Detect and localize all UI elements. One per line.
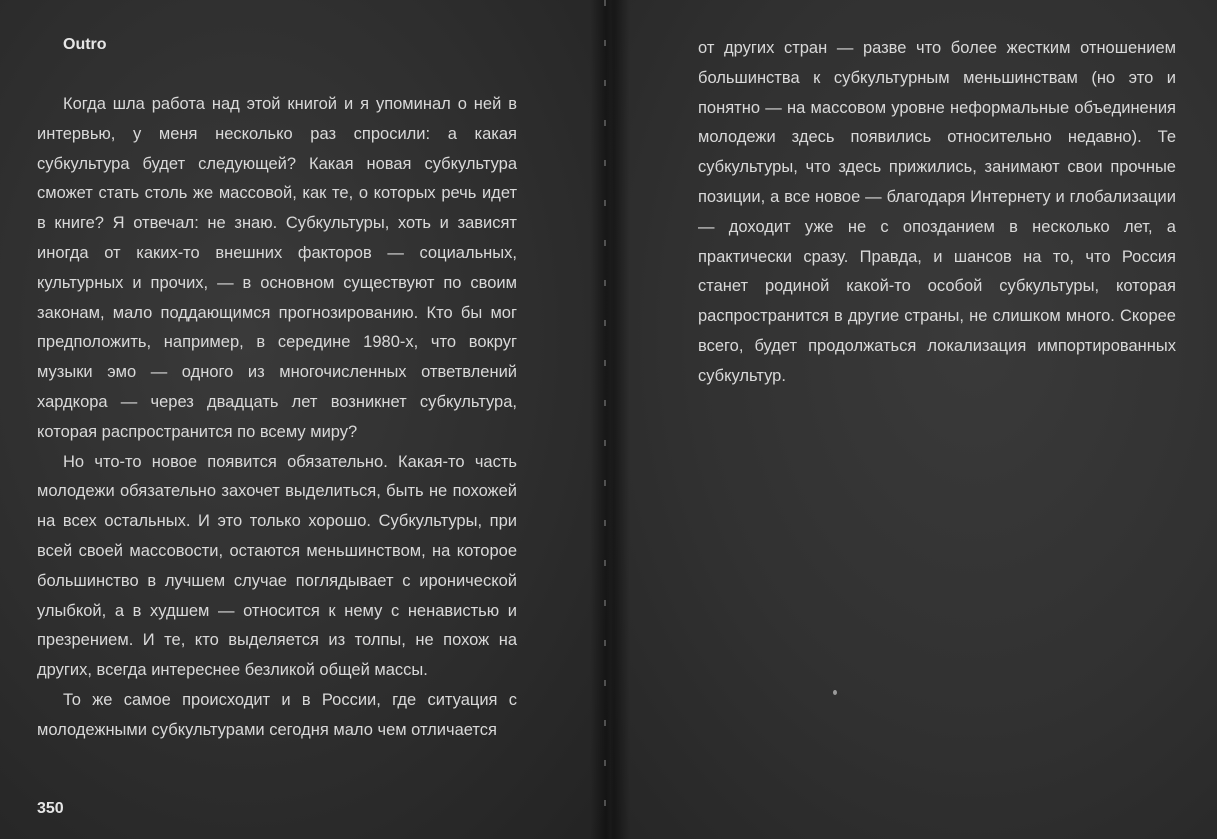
paper-speck [833,690,837,695]
right-text-column [698,34,1176,392]
book-gutter [590,0,630,839]
paragraph: от других стран — разве что более жестким отношением большинства к субкультурным меньшинствам (но это и понятно — на массовом уровне неформальные объединения молодежи здесь появились относительно недавно). Те субкультуры, что здесь прижились, занимают свои прочные позиции, а все новое — благодаря Интернету и глобализации — доходит уже не с опозданием в несколько лет, а практически сразу. Правда, и шансов на то, что Россия станет родиной какой-то особой субкультуры, которая распространится в другие страны, не слишком много. Скорее всего, будет продолжаться локализация импортированных субкультур. [698,39,1176,385]
running-head: Outro [63,36,107,53]
paragraph: Но что-то новое появится обязательно. Какая-то часть молодежи обязательно захочет выделиться, быть не похожей на всех остальных. И это только хорошо. Субкультуры, при всей своей массовости, остаются меньшинством, на которое большинство в лучшем случае поглядывает с иронической улыбкой, а в худшем — относится к нему с ненавистью и презрением. И те, кто выделяется из толпы, не похож на других, всегда интереснее безликой общей массы. [37,452,517,680]
left-text-column [37,90,517,746]
paragraph: То же самое происходит и в России, где ситуация с молодежными субкультурами сегодня мало чем отличается [37,690,517,739]
page-number: 350 [37,800,64,817]
paragraph: Когда шла работа над этой книгой и я упоминал о ней в интервью, у меня несколько раз спросили: а какая субкультура будет следующей? Какая новая субкультура сможет стать столь же массовой, как те, о которых речь идет в книге? Я отвечал: не знаю. Субкультуры, хоть и зависят иногда от каких-то внешних факторов — социальных, культурных и прочих, — в основном существуют по своим законам, мало поддающимся прогнозированию. Кто бы мог предположить, например, в середине 1980-х, что вокруг музыки эмо — одного из многочисленных ответвлений хардкора — через двадцать лет возникнет субкультура, которая распространится по всему миру? [37,95,517,441]
binding-stitch [604,0,606,839]
